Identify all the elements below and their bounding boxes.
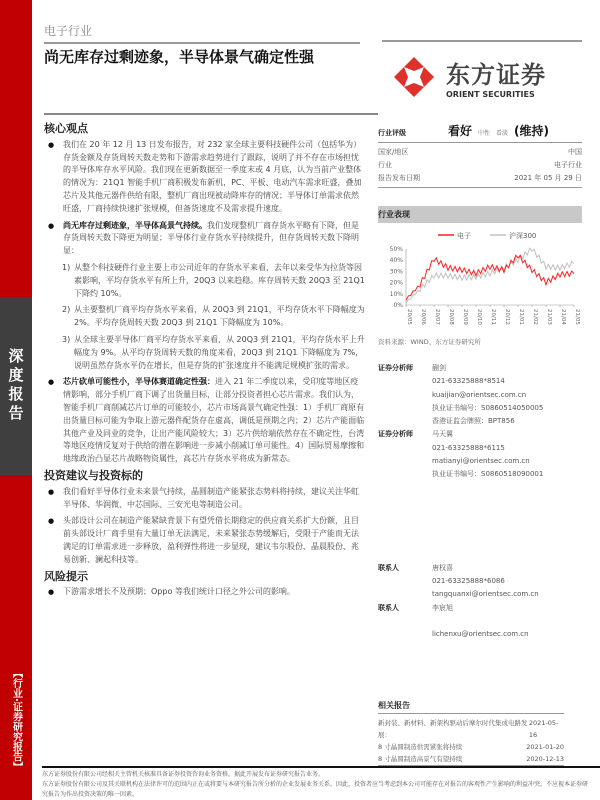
divider [44, 113, 378, 115]
info-row [378, 159, 582, 172]
contact-detail [432, 615, 434, 628]
contact-role: 证券分析师 [378, 430, 413, 439]
contact-row [378, 428, 582, 441]
y-tick-label: 20% [389, 279, 403, 287]
disclaimer [42, 770, 592, 800]
bullet-text: 我们发现整机厂商存货水平略有下降，但是存货周转天数下降更为明显；半导体行业存货水平持续提升，但存货周转天数下降明显： [63, 220, 359, 256]
contact-row [378, 375, 582, 388]
contact-row [378, 628, 582, 641]
contact-row [378, 602, 582, 615]
divider [44, 42, 360, 44]
x-tick-label: 21/04 [560, 309, 566, 325]
chart-source: 资料来源：WIND、东方证券研究所 [378, 338, 481, 346]
contact-detail: 执业证书编号：S0860518090001 [432, 470, 544, 479]
contact-detail: 021-63325888*6086 [432, 576, 505, 585]
contact-role: 联系人 [378, 563, 399, 572]
contact-row [378, 615, 582, 628]
contact-role [378, 468, 432, 481]
x-tick-label: 20/12 [504, 309, 510, 325]
x-tick-label: 20/11 [490, 309, 496, 325]
x-tick-label: 20/06 [420, 309, 426, 325]
contact-detail: 李宸旭 [432, 603, 453, 612]
rating-panel [378, 122, 582, 346]
related-date: 2020-12-13 [526, 755, 564, 763]
section-heading: 核心观点 [44, 122, 88, 135]
related-heading: 相关报告 [378, 700, 564, 714]
legend-label: 沪深300 [509, 232, 537, 240]
bullet [44, 220, 366, 258]
contact-role [378, 415, 432, 428]
related-date: 2021-01-20 [526, 743, 564, 751]
main-content [44, 122, 366, 603]
report-type-label: 深度报告 [0, 297, 32, 475]
x-tick-label: 20/09 [462, 309, 468, 325]
section-heading: 投资建议与投资标的 [44, 468, 143, 482]
x-tick-label: 21/05 [574, 309, 580, 325]
contact-role [378, 442, 432, 455]
contact-detail[interactable]: tangquanxi@orientsec.com.cn [432, 590, 539, 599]
contact-role: 证券分析师 [378, 364, 413, 372]
x-tick-label: 21/01 [518, 309, 524, 325]
y-tick-label: 40% [389, 257, 403, 265]
rating-neutral: 中性 [478, 130, 491, 137]
info-key: 报告发布日期 [378, 174, 420, 182]
logo-en: ORIENT SECURITIES [446, 90, 535, 99]
x-tick-label: 21/03 [546, 309, 552, 325]
logo-cn: 东方证券 [446, 61, 546, 89]
contact-detail: 蒯剑 [432, 364, 446, 372]
bullet: ● 我们看好半导体行业未来景气持续，晶圆制造产能紧张态势料将持续，建议关注华虹半导体、华润微、中芯国际、三安光电等制造公司。 [44, 486, 366, 512]
numbered-item [44, 262, 366, 300]
contact-role [378, 375, 432, 388]
sidebar-footer-label: 【行业·证券研究报告】 [10, 668, 22, 772]
contact-row [378, 362, 582, 375]
contact-detail: 马天翼 [432, 430, 453, 439]
performance-heading: 行业表现 [378, 206, 582, 223]
numbered-item [44, 304, 366, 330]
related-item[interactable] [378, 753, 564, 766]
contact-role [378, 575, 432, 588]
item-text: 从整个科技硬件行业主要上市公司近年的存货水平来看，去年以来受华为拉货等因素影响，平均存货水平有所上升，20Q3 以来趋稳。库存周转天数 20Q3 至 21Q1 下降约 10%。 [74, 262, 365, 298]
disclaimer-line: 东方证券股份有限公司及其关联机构在法律许可的范围内正在或将要与本研究报告所分析的企业发展业务关系。因此，投资者应当考虑到本公司可能存在对报告的客观性产生影响的利益冲突，不应视本证券研究报告为作出投资决策的唯一因素。 [42, 781, 589, 798]
related-item[interactable] [378, 741, 564, 753]
info-table [378, 143, 582, 188]
info-row [378, 146, 582, 159]
numbered-item [44, 334, 366, 372]
x-tick-label: 20/08 [448, 309, 454, 325]
bullet [44, 376, 366, 466]
contact-row [378, 415, 582, 428]
rating-bearish: 看淡 [496, 130, 509, 137]
bullet: ● 头部设计公司在制造产能紧缺背景下有望凭借长期稳定的供应商关系扩大份额，且目前头部设计厂商手里有大量订单无法满足，未来紧张态势缓解后，受限于产能而无法满足的订单需求进一步释放，盈利弹性将进一步显现，建议韦尔股份、晶晨股份、兆易创新、澜起科技等。 [44, 515, 366, 566]
info-key: 行业 [378, 161, 392, 169]
x-tick-label: 21/02 [532, 309, 538, 325]
item-text: 从全球主要半导体厂商平均存货水平来看，从 20Q3 到 21Q1，平均存货水平上升幅度为 9%。从平均存货周转天数的角度来看，20Q3 到 21Q1 下降幅度为 7%，说明虽然存货水平仍在增长，但是存货的扩张速度并不能满足规模扩张的需求。 [74, 334, 365, 370]
divider [42, 766, 600, 768]
contacts [378, 362, 582, 641]
item-number: 3) [62, 334, 71, 344]
industry-label: 电子行业 [44, 24, 93, 38]
rating-label: 行业评级 [378, 129, 406, 137]
contact-row [378, 575, 582, 588]
industry-rating [378, 122, 582, 143]
related-reports [378, 700, 564, 766]
contact-row [378, 588, 582, 601]
logo-mark-icon [392, 55, 436, 99]
related-title: 8 寸晶圆制造高景气有望持续 [378, 755, 463, 763]
contact-row [378, 562, 582, 575]
contact-row [378, 389, 582, 402]
y-tick-label: 10% [389, 290, 403, 298]
contact-detail: 唐权喜 [432, 563, 453, 572]
y-tick-label: 30% [389, 268, 403, 276]
legend-label: 电子 [457, 232, 471, 240]
contact-detail: 执业证书编号：S0860514050005 [432, 403, 544, 412]
contact-detail: 021-63325888*6115 [432, 443, 505, 452]
item-text: 从主要整机厂商平均存货水平来看，从 20Q3 到 21Q1，平均存货水平下降幅度为 2%。平均存货周转天数 20Q3 到 21Q1 下降幅度为 10%。 [74, 305, 365, 328]
info-value: 中国 [568, 148, 582, 156]
contact-role [378, 455, 432, 468]
related-title: 8 寸晶圆制造供需紧张将持续 [378, 743, 463, 751]
bullet: ● 下游需求增长不及预期；Oppo 等我们统计口径之外公司的影响。 [44, 586, 366, 599]
item-number: 2) [62, 305, 71, 315]
contact-role [378, 588, 432, 601]
company-logo [392, 55, 546, 99]
related-date: 2021-05-16 [528, 719, 559, 739]
y-tick-label: 0% [393, 302, 403, 309]
item-number: 1) [62, 262, 71, 272]
contact-detail: 香港证监会牌照：BPT856 [432, 417, 515, 426]
related-title: 新封装、新材料、新架构驱动后摩尔时代集成电路发展： [378, 719, 528, 739]
contact-row [378, 468, 582, 481]
contact-detail[interactable]: matianyi@orientsec.com.cn [432, 457, 530, 466]
info-value: 电子行业 [554, 161, 582, 169]
contact-role [378, 615, 432, 628]
disclaimer-line: 东方证券股份有限公司经相关主管机关核准具备证券投资咨询业务资格，据此开展发布证券研究报告业务。 [42, 771, 325, 778]
bullet-lead: 尚无库存过剩迹象，半导体高景气持续。 [63, 220, 207, 230]
y-tick-label: 50% [389, 246, 403, 253]
bullet-lead: 芯片砍单可能性小，半导体赛道确定性强： [63, 377, 215, 387]
contact-detail: 021-63325888*8514 [432, 377, 505, 386]
divider [382, 40, 582, 42]
info-key: 国家/地区 [378, 148, 409, 156]
contact-detail[interactable]: lichenxu@orientsec.com.cn [432, 630, 529, 639]
contact-detail[interactable]: kuaijian@orientsec.com.cn [432, 390, 527, 399]
contact-row [378, 442, 582, 455]
bullet-text: 进入 21 年二季度以来，受印度等地区疫情影响，部分手机厂商下调了出货量目标，让部分投资者担心芯片需求。我们认为，智能手机厂商削减芯片订单的可能较小，芯片市场高景气确定性强：1）手机厂商原有出货量目标可能为争取上游元器件配货存在虚高，调低是预期之内；2）芯片产能面临其他产业及同业的竞争，让出产能风险较大；3）芯片供给端依然存在不确定性，台湾等地区疫情反复对于供给的潜在影响进一步减小削减订单可能性。4）国际贸易摩擦和地缘政治凸显芯片战略物资属性，高芯片存货水平将成为新常态。 [63, 377, 365, 464]
contact-row [378, 455, 582, 468]
bullet: ● 我们在 20 年 12 月 13 日发布报告，对 232 家全球主要科技硬件公司（包括华为）存货金额及存货周转天数走势和下游需求趋势进行了跟踪，说明了并不存在市场担忧的半导体库存水平风险。我们现在更新数据至一季度末或 4 月底，认为当前产业整体的情况为：21Q1 智能手机厂商积极发布新机，PC、平板、电动汽车需求旺盛，叠加芯片及其他元器件供给有限，整机厂商出现被动降库存的情况；半导体订单需求依然旺盛，厂商持续快速扩张规模，但备货速度不及需求提升速度。 [44, 139, 366, 216]
info-row [378, 172, 582, 185]
x-tick-label: 20/07 [434, 309, 440, 325]
contact-row [378, 402, 582, 415]
info-value: 2021 年 05 月 29 日 [514, 174, 582, 182]
series-line-沪深300 [406, 248, 574, 304]
related-item[interactable] [378, 717, 564, 741]
contact-role [378, 628, 432, 641]
rating-status: (维持) [514, 124, 550, 138]
contact-role [378, 389, 432, 402]
x-tick-label: 20/10 [476, 309, 482, 325]
contact-role: 联系人 [378, 603, 399, 612]
performance-chart [378, 223, 582, 333]
contact-role [378, 402, 432, 415]
section-heading: 风险提示 [44, 569, 88, 583]
x-tick-label: 20/05 [406, 309, 412, 325]
rating-value: 看好 [448, 124, 473, 138]
report-title: 尚无库存过剩迹象，半导体景气确定性强 [44, 48, 315, 66]
